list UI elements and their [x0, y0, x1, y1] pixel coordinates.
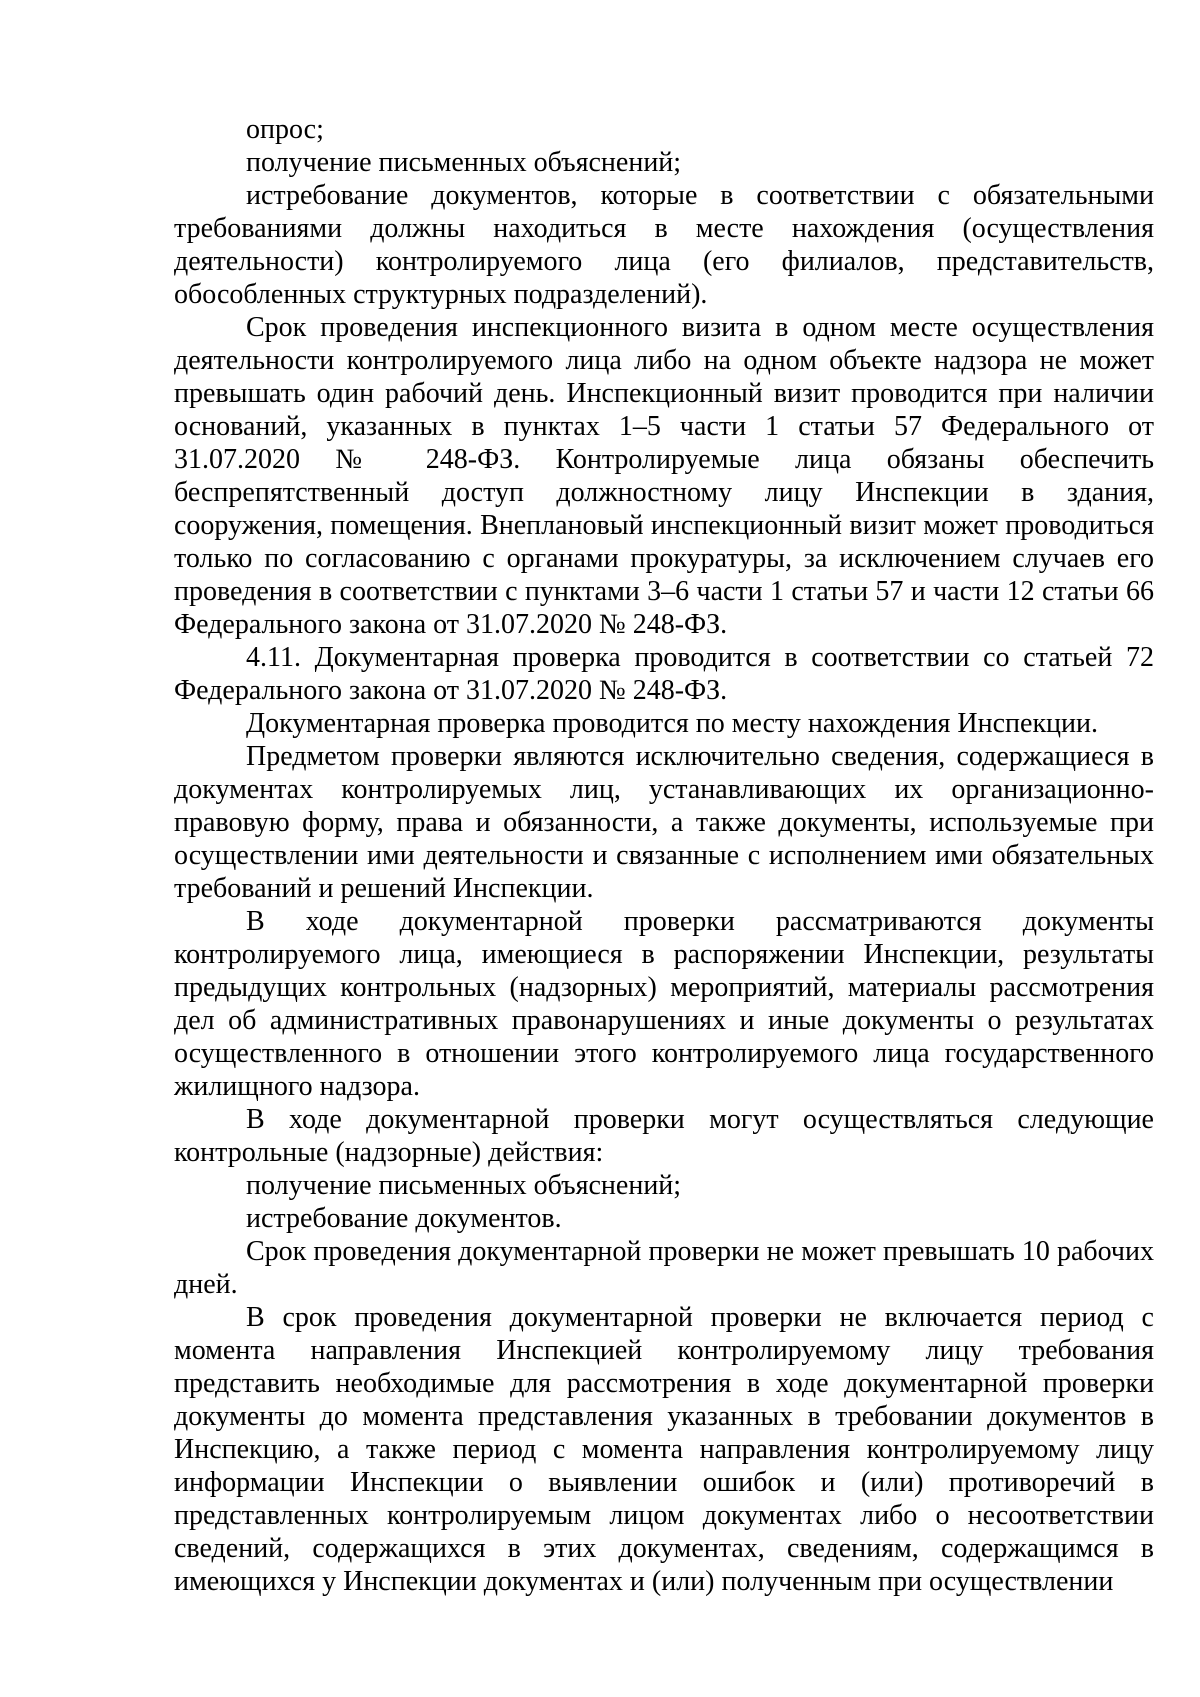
paragraph-control-actions: В ходе документарной проверки могут осуществляться следующие контрольные (надзорные) действия: [174, 1104, 1154, 1168]
paragraph-check-duration: Срок проведения документарной проверки не может превышать 10 рабочих дней. [174, 1236, 1154, 1300]
document-body [174, 113, 1154, 1598]
paragraph-document-request-2: истребование документов. [246, 1203, 562, 1234]
paragraph-documents-reviewed: В ходе документарной проверки рассматриваются документы контролируемого лица, имеющиеся в распоряжении Инспекции, результаты предыдущих контрольных (надзорных) мероприятий, материалы рассмотрения дел об административных правонарушениях и иные документы о результатах осуществленного в отношении этого контролируемого лица государственного жилищного надзора. [174, 906, 1154, 1102]
paragraph-inspection-visit-term: Срок проведения инспекционного визита в одном месте осуществления деятельности контролируемого лица либо на одном объекте надзора не может превышать один рабочий день. Инспекционный визит проводится при наличии оснований, указанных в пунктах 1–5 части 1 статьи 57 Федерального от 31.07.2020 № 248-ФЗ. Контролируемые лица обязаны обеспечить беспрепятственный доступ должностному лицу Инспекции в здания, сооружения, помещения. Внеплановый инспекционный визит может проводиться только по согласованию с органами прокуратуры, за исключением случаев его проведения в соответствии с пунктами 3–6 части 1 статьи 57 и части 12 статьи 66 Федерального закона от 31.07.2020 № 248-ФЗ. [174, 312, 1154, 640]
paragraph-written-explanations-2: получение письменных объяснений; [246, 1170, 682, 1201]
paragraph-written-explanations: получение письменных объяснений; [246, 147, 682, 178]
paragraph-survey: опрос; [246, 114, 324, 145]
paragraph-excluded-period: В срок проведения документарной проверки не включается период с момента направления Инспекцией контролируемому лицу требования представить необходимые для рассмотрения в ходе документарной проверки документы до момента представления указанных в требовании документов в Инспекцию, а также период с момента направления контролируемому лицу информации Инспекции о выявлении ошибок и (или) противоречий в представленных контролируемым лицом документах либо о несоответствии сведений, содержащихся в этих документах, сведениям, содержащимся в имеющихся у Инспекции документах и (или) полученным при осуществлении [174, 1302, 1154, 1597]
paragraph-check-location: Документарная проверка проводится по месту нахождения Инспекции. [246, 708, 1099, 739]
paragraph-check-subject: Предметом проверки являются исключительно сведения, содержащиеся в документах контролируемых лиц, устанавливающих их организационно-правовую форму, права и обязанности, а также документы, используемые при осуществлении ими деятельности и связанные с исполнением ими обязательных требований и решений Инспекции. [174, 741, 1154, 904]
paragraph-document-request: истребование документов, которые в соответствии с обязательными требованиями должны находиться в месте нахождения (осуществления деятельности) контролируемого лица (его филиалов, представительств, обособленных структурных подразделений). [174, 180, 1154, 310]
paragraph-4-11-documentary-check: 4.11. Документарная проверка проводится в соответствии со статьей 72 Федерального закона от 31.07.2020 № 248-ФЗ. [174, 642, 1154, 706]
